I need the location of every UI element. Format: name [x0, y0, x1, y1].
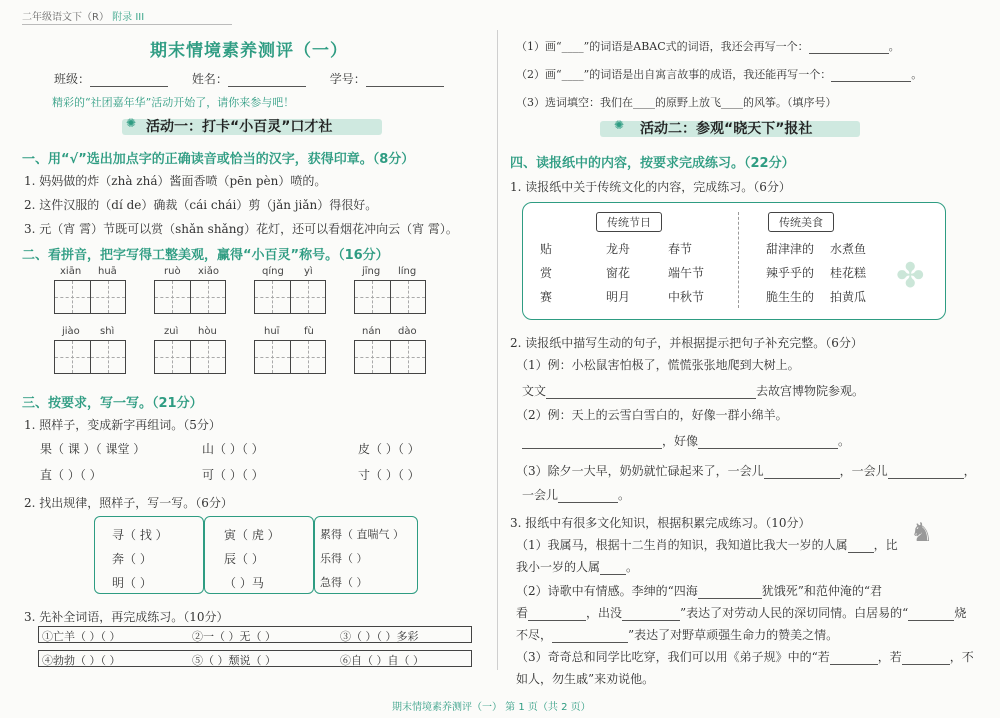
- news-cell: 窗花: [606, 266, 631, 280]
- writing-grid[interactable]: [354, 340, 426, 374]
- newspaper-box: [522, 202, 946, 320]
- s4-q3: 3. 报纸中有很多文化知识，根据积累完成练习。（10分）: [510, 516, 811, 530]
- answer-field[interactable]: [848, 540, 874, 553]
- pinyin-label: xiǎo: [198, 266, 219, 277]
- pinyin-label: zuì: [164, 326, 179, 337]
- intro-text: 精彩的“社团嘉年华”活动开始了，请你来参与吧！: [52, 96, 295, 109]
- page-divider: [497, 30, 498, 670]
- s4-q2-example1: （1）例：小松鼠害怕极了，慌慌张张地爬到大树上。: [516, 358, 800, 372]
- s4-q2: 2. 读报纸中描写生动的句子，并根据提示把句子补充完整。（6分）: [510, 336, 863, 350]
- number-label: 学号：: [329, 72, 366, 86]
- s4-q3-line3: （2）诗歌中有情感。李绅的“四海 犹饿死”和范仲淹的“君: [516, 584, 883, 598]
- idiom-item[interactable]: ③（ ）（ ）多彩: [340, 630, 419, 643]
- writing-grid[interactable]: [54, 340, 126, 374]
- section1-title: 一、用“√”选出加点字的正确读音或恰当的汉字，获得印章。（8分）: [22, 152, 415, 167]
- pattern-cell: 寻（ 找 ）: [112, 528, 168, 542]
- s4-q3-line4: 看 ，出没 ”表达了对劳动人民的深切同情。白居易的“ 烧: [516, 606, 967, 620]
- writing-grid[interactable]: [254, 340, 326, 374]
- s4-q2-answer1: 文文 去故宫博物院参观。: [522, 384, 865, 398]
- answer-field[interactable]: [622, 608, 680, 621]
- s4-q3-line6: （3）奇奇总和同学比吃穿，我们可以用《弟子规》中的“若 ，若 ，不: [516, 650, 974, 664]
- answer-field[interactable]: [698, 436, 838, 449]
- answer-field[interactable]: [546, 386, 756, 399]
- s3-q1-item[interactable]: 直（ ）（ ）: [40, 468, 102, 482]
- header-line: [22, 24, 232, 25]
- pinyin-label: shì: [100, 326, 115, 337]
- s4-q3-line2: 我小一岁的人属 。: [516, 560, 639, 574]
- writing-grid[interactable]: [354, 280, 426, 314]
- pinyin-label: fù: [304, 326, 314, 337]
- idiom-item[interactable]: ①亡羊（ ）（ ）: [42, 630, 121, 643]
- pattern-cell[interactable]: （ ）马: [224, 576, 264, 590]
- news-cell: 龙舟: [606, 242, 631, 256]
- rtop-line-1: （1）画“____”的词语是ABAC式的词语，我还会再写一个： 。: [516, 40, 900, 53]
- s1-item-2: 2. 这件汉服的（dí de）确裁（cái chái）剪（jǎn jiǎn）得很好。: [24, 198, 378, 212]
- answer-field[interactable]: [600, 562, 626, 575]
- idiom-item[interactable]: ④勃勃（ ）（ ）: [42, 654, 121, 667]
- s1-item-3: 3. 元（宵 霄）节既可以赏（shǎn shǎng）花灯，还可以看烟花冲向云（宵 霄）。: [24, 222, 458, 236]
- number-field[interactable]: [366, 74, 444, 87]
- news-cell: 赛: [540, 290, 553, 304]
- answer-field[interactable]: [764, 466, 840, 479]
- news-cell: 春节: [668, 242, 693, 256]
- rtop-line-2: （2）画“____”的词语是出自寓言故事的成语，我还能再写一个： 。: [516, 68, 923, 81]
- news-cell: 辣乎乎的: [766, 266, 815, 280]
- answer-field[interactable]: [830, 652, 878, 665]
- section2-title: 二、看拼音，把字写得工整美观，赢得“小百灵”称号。（16分）: [22, 248, 389, 263]
- answer-field[interactable]: [522, 436, 662, 449]
- sparkle-icon: ✺: [126, 116, 137, 130]
- name-field[interactable]: [228, 74, 306, 87]
- news-cell: 水煮鱼: [830, 242, 867, 256]
- right-column: [510, 6, 980, 696]
- pinyin-label: qíng: [262, 266, 284, 277]
- s3-q3: 3. 先补全词语，再完成练习。（10分）: [24, 610, 229, 624]
- pinyin-label: huī: [264, 326, 280, 337]
- pattern-cell: 寅（ 虎 ）: [224, 528, 280, 542]
- news-cell: 中秋节: [668, 290, 705, 304]
- name-label: 姓名：: [191, 72, 228, 86]
- s4-q2-example2: （2）例：天上的云雪白雪白的，好像一群小绵羊。: [516, 408, 788, 422]
- pattern-cell[interactable]: 急得（ ）: [320, 576, 368, 589]
- festival-header: 传统节日: [596, 212, 662, 232]
- pinyin-label: yì: [304, 266, 313, 277]
- s3-q1-item[interactable]: 山（ ）（ ）: [202, 442, 264, 456]
- answer-field[interactable]: [908, 608, 954, 621]
- s4-q3-line5: 不尽， ”表达了对野草顽强生命力的赞美之情。: [516, 628, 839, 642]
- answer-field[interactable]: [528, 608, 586, 621]
- writing-grid[interactable]: [154, 280, 226, 314]
- pinyin-label: huā: [98, 266, 117, 277]
- pattern-cell[interactable]: 明（ ）: [112, 576, 152, 590]
- answer-field[interactable]: [698, 586, 762, 599]
- answer-field[interactable]: [558, 490, 618, 503]
- sparkle-icon: ✺: [614, 118, 625, 132]
- pinyin-label: hòu: [198, 326, 217, 337]
- activity1-title: 活动一：打卡“小百灵”口才社: [146, 119, 333, 135]
- section3-title: 三、按要求，写一写。（21分）: [22, 396, 203, 411]
- news-cell: 贴: [540, 242, 553, 256]
- pinyin-label: jīng: [362, 266, 381, 277]
- idiom-item[interactable]: ②一（ ）无（ ）: [192, 630, 276, 643]
- answer-field[interactable]: [552, 630, 628, 643]
- news-cell: 明月: [606, 290, 631, 304]
- pinyin-label: jiào: [62, 326, 80, 337]
- pattern-cell: 累得（ 直喘气 ）: [320, 528, 404, 541]
- pinyin-label: xiān: [60, 266, 82, 277]
- writing-grid[interactable]: [254, 280, 326, 314]
- writing-grid[interactable]: [54, 280, 126, 314]
- news-cell: 拍黄瓜: [830, 290, 867, 304]
- news-cell: 端午节: [668, 266, 705, 280]
- answer-field[interactable]: [902, 652, 950, 665]
- activity2-title: 活动二：参观“晓天下”报社: [640, 121, 813, 137]
- appendix-label: 附录 III: [112, 12, 145, 23]
- pinyin-label: ruò: [164, 266, 181, 277]
- news-divider: [738, 212, 739, 308]
- horse-icon: ♞: [910, 518, 934, 548]
- pinyin-label: dào: [398, 326, 417, 337]
- class-field[interactable]: [90, 74, 168, 87]
- s3-q1-item[interactable]: 寸（ ）（ ）: [358, 468, 420, 482]
- s3-q2: 2. 找出规律，照样子，写一写。（6分）: [24, 496, 233, 510]
- s3-q1-item[interactable]: 皮（ ）（ ）: [358, 442, 420, 456]
- s4-q3-line7: 如人，勿生戚”来劝说他。: [516, 672, 655, 686]
- pinyin-label: líng: [398, 266, 417, 277]
- food-header: 传统美食: [768, 212, 834, 232]
- pattern-cell[interactable]: 辰（ ）: [224, 552, 264, 566]
- s4-q3-line1: （1）我属马，根据十二生肖的知识，我知道比我大一岁的人属 ，比: [516, 538, 898, 552]
- idiom-item[interactable]: ⑤（ ）颓说（ ）: [192, 654, 276, 667]
- s4-q2-answer2: ，好像 。: [522, 432, 850, 449]
- rtop-line-3: （3）选词填空：我们在____的原野上放飞____的风筝。（填序号）: [516, 96, 837, 109]
- news-cell: 甜津津的: [766, 242, 815, 256]
- pinyin-label: nán: [362, 326, 381, 337]
- info-row: [54, 70, 444, 87]
- idiom-item[interactable]: ⑥自（ ）自（ ）: [340, 654, 424, 667]
- section4-title: 四、读报纸中的内容，按要求完成练习。（22分）: [510, 156, 795, 171]
- class-label: 班级：: [54, 72, 91, 86]
- pattern-cell[interactable]: 奔（ ）: [112, 552, 152, 566]
- page-title: 期末情境素养测评（一）: [150, 41, 348, 61]
- s1-item-1: 1. 妈妈做的炸（zhà zhá）酱面香喷（pēn pèn）喷的。: [24, 174, 327, 188]
- s3-q1-item: 果（ 课 ）（ 课堂 ）: [40, 442, 146, 456]
- s4-q2-line3: （3）除夕一大早，奶奶就忙碌起来了，一会儿 ，一会儿 ，: [516, 464, 976, 478]
- left-column: [22, 6, 482, 696]
- s4-q2-line4: 一会儿 。: [522, 488, 631, 502]
- answer-field[interactable]: [809, 41, 889, 54]
- answer-field[interactable]: [831, 69, 911, 82]
- s4-q1: 1. 读报纸中关于传统文化的内容，完成练习。（6分）: [510, 180, 791, 194]
- news-cell: 赏: [540, 266, 553, 280]
- s3-q1: 1. 照样子，变成新字再组词。（5分）: [24, 418, 221, 432]
- page-footer: 期末情境素养测评（一） 第 1 页（共 2 页）: [392, 702, 591, 713]
- answer-field[interactable]: [888, 466, 964, 479]
- s3-q1-item[interactable]: 可（ ）（ ）: [202, 468, 264, 482]
- pattern-cell[interactable]: 乐得（ ）: [320, 552, 368, 565]
- clover-icon: ✤: [896, 256, 925, 296]
- writing-grid[interactable]: [154, 340, 226, 374]
- news-cell: 脆生生的: [766, 290, 815, 304]
- header-label: 二年级语文下（R） 附录 III: [22, 12, 145, 23]
- news-cell: 桂花糕: [830, 266, 867, 280]
